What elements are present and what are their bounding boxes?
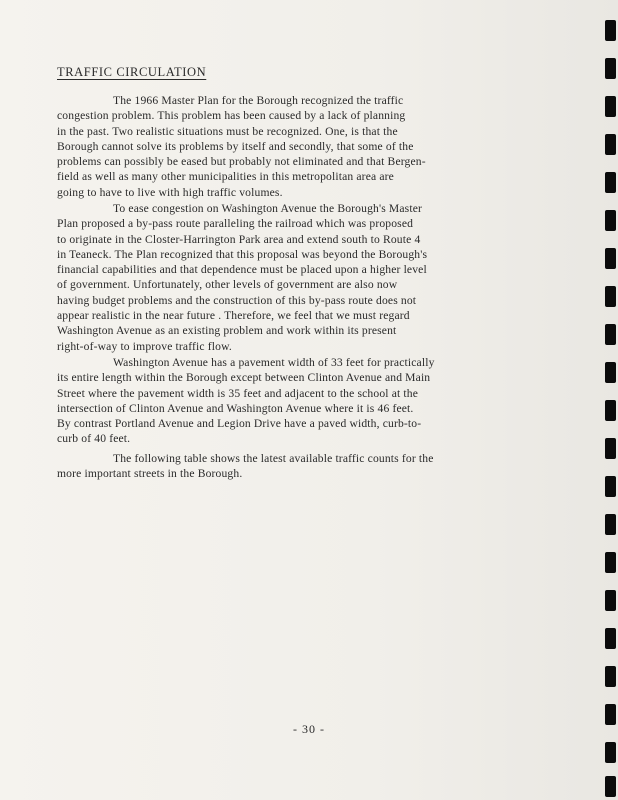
binding-hole	[605, 20, 616, 41]
paragraph-line: going to have to live with high traffic volumes.	[57, 185, 283, 199]
paragraph-line: To ease congestion on Washington Avenue the Borough's Master	[113, 202, 423, 215]
paragraph-line: appear realistic in the near future . Therefore, we feel that we must regard	[57, 309, 410, 323]
binding-hole	[605, 742, 616, 763]
binding-hole	[605, 590, 616, 611]
binding-hole	[605, 362, 616, 383]
paragraph-line: Plan proposed a by-pass route paralleling the railroad which was proposed	[57, 217, 414, 231]
paragraph-line: right-of-way to improve traffic flow.	[57, 339, 232, 353]
paragraph-line: The following table shows the latest available traffic counts for the	[113, 452, 434, 465]
paragraph-master-plan	[57, 93, 531, 200]
binding-hole	[605, 400, 616, 421]
paragraph-line: field as well as many other municipalities in this metropolitan area are	[57, 170, 394, 184]
page-number: - 30 -	[293, 722, 325, 736]
paragraph-line: problems can possibly be eased but probably not eliminated and that Bergen-	[57, 155, 426, 169]
paragraph-line: more important streets in the Borough.	[57, 467, 243, 481]
paragraph-line: Borough cannot solve its problems by itself and secondly, that some of the	[57, 139, 414, 153]
paragraph-line: in Teaneck. The Plan recognized that this proposal was beyond the Borough's	[57, 247, 428, 261]
paragraph-line: congestion problem. This problem has been caused by a lack of planning	[57, 109, 406, 123]
binding-hole	[605, 286, 616, 307]
paragraph-line: The 1966 Master Plan for the Borough recognized the traffic	[113, 94, 404, 107]
binding-hole	[605, 134, 616, 155]
binding-hole	[605, 324, 616, 345]
binding-hole	[605, 58, 616, 79]
binding-hole	[605, 476, 616, 497]
paragraph-line: curb of 40 feet.	[57, 432, 131, 446]
binding-hole	[605, 172, 616, 193]
binding-hole	[605, 552, 616, 573]
binding-hole	[605, 666, 616, 687]
binding-hole	[605, 248, 616, 269]
paragraph-line: By contrast Portland Avenue and Legion Drive have a paved width, curb-to-	[57, 417, 422, 431]
binding-hole	[605, 96, 616, 117]
paragraph-line: Washington Avenue as an existing problem and work within its present	[57, 324, 397, 338]
paragraph-line: in the past. Two realistic situations must be recognized. One, is that the	[57, 124, 398, 138]
binding-hole	[605, 704, 616, 725]
section-heading: TRAFFIC CIRCULATION	[57, 65, 207, 79]
binding-hole	[605, 438, 616, 459]
paragraph-line: of government. Unfortunately, other levels of government are also now	[57, 278, 398, 292]
spiral-binding	[600, 0, 618, 800]
paragraph-line: its entire length within the Borough except between Clinton Avenue and Main	[57, 371, 431, 385]
paragraph-line: having budget problems and the construction of this by-pass route does not	[57, 293, 417, 307]
binding-hole	[605, 210, 616, 231]
paragraph-traffic-table-intro	[57, 451, 531, 482]
paragraph-pavement-width	[57, 355, 531, 447]
paragraph-line: to originate in the Closter-Harrington Park area and extend south to Route 4	[57, 232, 421, 246]
binding-hole	[605, 514, 616, 535]
binding-hole	[605, 628, 616, 649]
paragraph-line: intersection of Clinton Avenue and Washington Avenue where it is 46 feet.	[57, 401, 414, 415]
paragraph-bypass-route	[57, 201, 531, 354]
paragraph-line: Washington Avenue has a pavement width of 33 feet for practically	[113, 356, 435, 369]
binding-hole	[605, 776, 616, 797]
paragraph-line: Street where the pavement width is 35 feet and adjacent to the school at the	[57, 386, 419, 400]
paragraph-line: financial capabilities and that dependence must be placed upon a higher level	[57, 263, 427, 277]
